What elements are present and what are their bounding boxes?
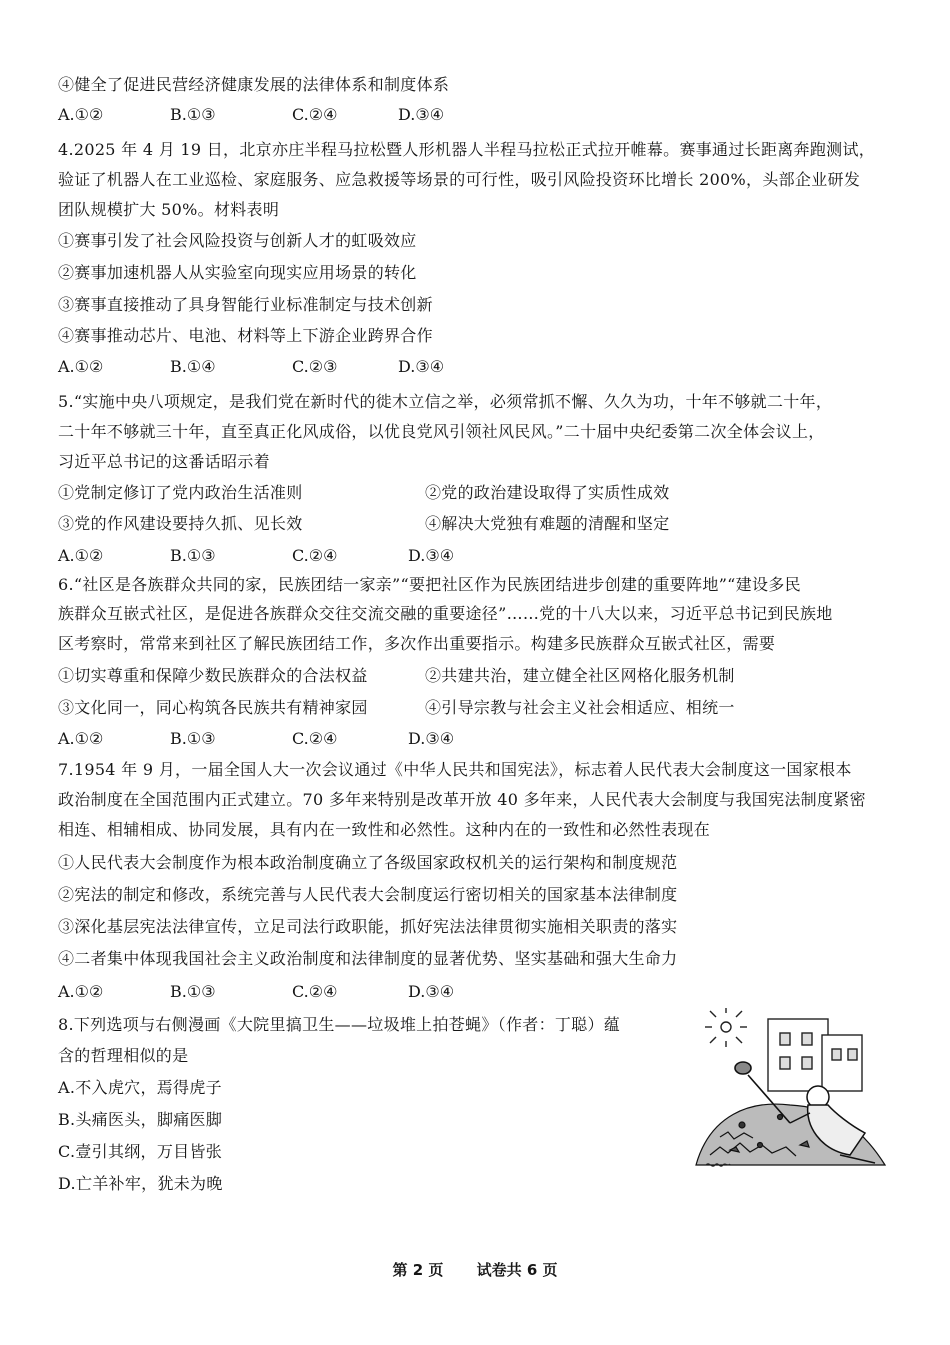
q6-stem-2: 族群众互嵌式社区，是促进各族群众交往交流交融的重要途径”……党的十八大以来，习近平总书记到民族地: [58, 604, 833, 623]
q8-choice-c: C.壹引其纲，万目皆张: [58, 1142, 223, 1161]
q7-item-3: ③深化基层宪法法律宣传，立足司法行政职能，抓好宪法法律贯彻实施相关职责的落实: [58, 917, 678, 936]
page-number: 第 2 页: [392, 1261, 444, 1279]
q6-option-b: B.①③: [170, 729, 216, 748]
q5-option-a: A.①②: [58, 546, 104, 565]
q5-option-b: B.①③: [170, 546, 216, 565]
q5-item-2: ②党的政治建设取得了实质性成效: [425, 483, 670, 502]
q3-option-d: D.③④: [398, 105, 445, 124]
q7-item-4: ④二者集中体现我国社会主义政治制度和法律制度的显著优势、坚实基础和强大生命力: [58, 949, 678, 968]
q5-option-d: D.③④: [408, 546, 455, 565]
q5-stem-1: 5.“实施中央八项规定，是我们党在新时代的徙木立信之举，必须常抓不懈、久久为功，十年不够就二十年，: [58, 392, 833, 411]
q4-option-d: D.③④: [398, 357, 445, 376]
q4-option-c: C.②③: [292, 357, 338, 376]
building-icon: [768, 1019, 862, 1091]
sun-icon: [705, 1008, 747, 1047]
q6-item-2: ②共建共治，建立健全社区网格化服务机制: [425, 666, 735, 685]
q7-option-b: B.①③: [170, 982, 216, 1001]
q4-stem-2: 验证了机器人在工业巡检、家庭服务、应急救援等场景的可行性，吸引风险投资环比增长 200%，头部企业研发: [58, 170, 861, 189]
q4-option-a: A.①②: [58, 357, 104, 376]
q3-option-a: A.①②: [58, 105, 104, 124]
q4-stem-1: 4.2025 年 4 月 19 日，北京亦庄半程马拉松暨人形机器人半程马拉松正式拉开帷幕。赛事通过长距离奔跑测试，: [58, 140, 876, 159]
q6-option-d: D.③④: [408, 729, 455, 748]
q5-item-4: ④解决大党独有难题的清醒和坚定: [425, 514, 670, 533]
q8-stem-1: 8.下列选项与右侧漫画《大院里搞卫生——垃圾堆上拍苍蝇》（作者：丁聪）蕴: [58, 1015, 621, 1034]
q7-stem-2: 政治制度在全国范围内正式建立。70 多年来特别是改革开放 40 多年来，人民代表大会制度与我国宪法制度紧密: [58, 790, 866, 809]
q4-stem-3: 团队规模扩大 50%。材料表明: [58, 200, 280, 219]
q6-option-c: C.②④: [292, 729, 338, 748]
q7-stem-1: 7.1954 年 9 月，一届全国人大一次会议通过《中华人民共和国宪法》，标志着人民代表大会制度这一国家根本: [58, 760, 852, 779]
q3-option-b: B.①③: [170, 105, 216, 124]
q4-item-4: ④赛事推动芯片、电池、材料等上下游企业跨界合作: [58, 326, 433, 345]
q7-option-d: D.③④: [408, 982, 455, 1001]
q5-stem-2: 二十年不够就三十年，直至真正化风成俗，以优良党风引领社风民风。”二十届中央纪委第二次全体会议上，: [58, 422, 825, 441]
page-footer: [0, 1259, 950, 1280]
q5-option-c: C.②④: [292, 546, 338, 565]
q7-option-c: C.②④: [292, 982, 338, 1001]
q6-option-a: A.①②: [58, 729, 104, 748]
page-total: 试卷共 6 页: [476, 1261, 558, 1279]
q3-option-c: C.②④: [292, 105, 338, 124]
q4-item-3: ③赛事直接推动了具身智能行业标准制定与技术创新: [58, 295, 433, 314]
q8-choice-a: A.不入虎穴，焉得虎子: [58, 1078, 222, 1097]
q4-option-b: B.①④: [170, 357, 216, 376]
q4-item-2: ②赛事加速机器人从实验室向现实应用场景的转化: [58, 263, 417, 282]
q7-option-a: A.①②: [58, 982, 104, 1001]
q5-item-3: ③党的作风建设要持久抓、见长效: [58, 514, 303, 533]
q8-stem-2: 含的哲理相似的是: [58, 1046, 189, 1065]
cartoon-illustration: [690, 1005, 890, 1180]
q4-item-1: ①赛事引发了社会风险投资与创新人才的虹吸效应: [58, 231, 417, 250]
q7-item-2: ②宪法的制定和修改，系统完善与人民代表大会制度运行密切相关的国家基本法律制度: [58, 885, 678, 904]
q8-choice-d: D.亡羊补牢，犹未为晚: [58, 1174, 223, 1193]
q6-item-1: ①切实尊重和保障少数民族群众的合法权益: [58, 666, 368, 685]
q6-stem-3: 区考察时，常常来到社区了解民族团结工作，多次作出重要指示。构建多民族群众互嵌式社区，需要: [58, 634, 776, 653]
q7-stem-3: 相连、相辅相成、协同发展，具有内在一致性和必然性。这种内在的一致性和必然性表现在: [58, 820, 711, 839]
q6-item-3: ③文化同一，同心构筑各民族共有精神家园: [58, 698, 368, 717]
q6-item-4: ④引导宗教与社会主义社会相适应、相统一: [425, 698, 735, 717]
q5-item-1: ①党制定修订了党内政治生活准则: [58, 483, 303, 502]
q6-stem-1: 6.“社区是各族群众共同的家，民族团结一家亲”“要把社区作为民族团结进步创建的重要阵地”“建设多民: [58, 575, 801, 594]
q5-stem-3: 习近平总书记的这番话昭示着: [58, 452, 270, 471]
q8-choice-b: B.头痛医头，脚痛医脚: [58, 1110, 223, 1129]
q3-item-4: ④健全了促进民营经济健康发展的法律体系和制度体系: [58, 75, 450, 94]
q7-item-1: ①人民代表大会制度作为根本政治制度确立了各级国家政权机关的运行架构和制度规范: [58, 853, 678, 872]
